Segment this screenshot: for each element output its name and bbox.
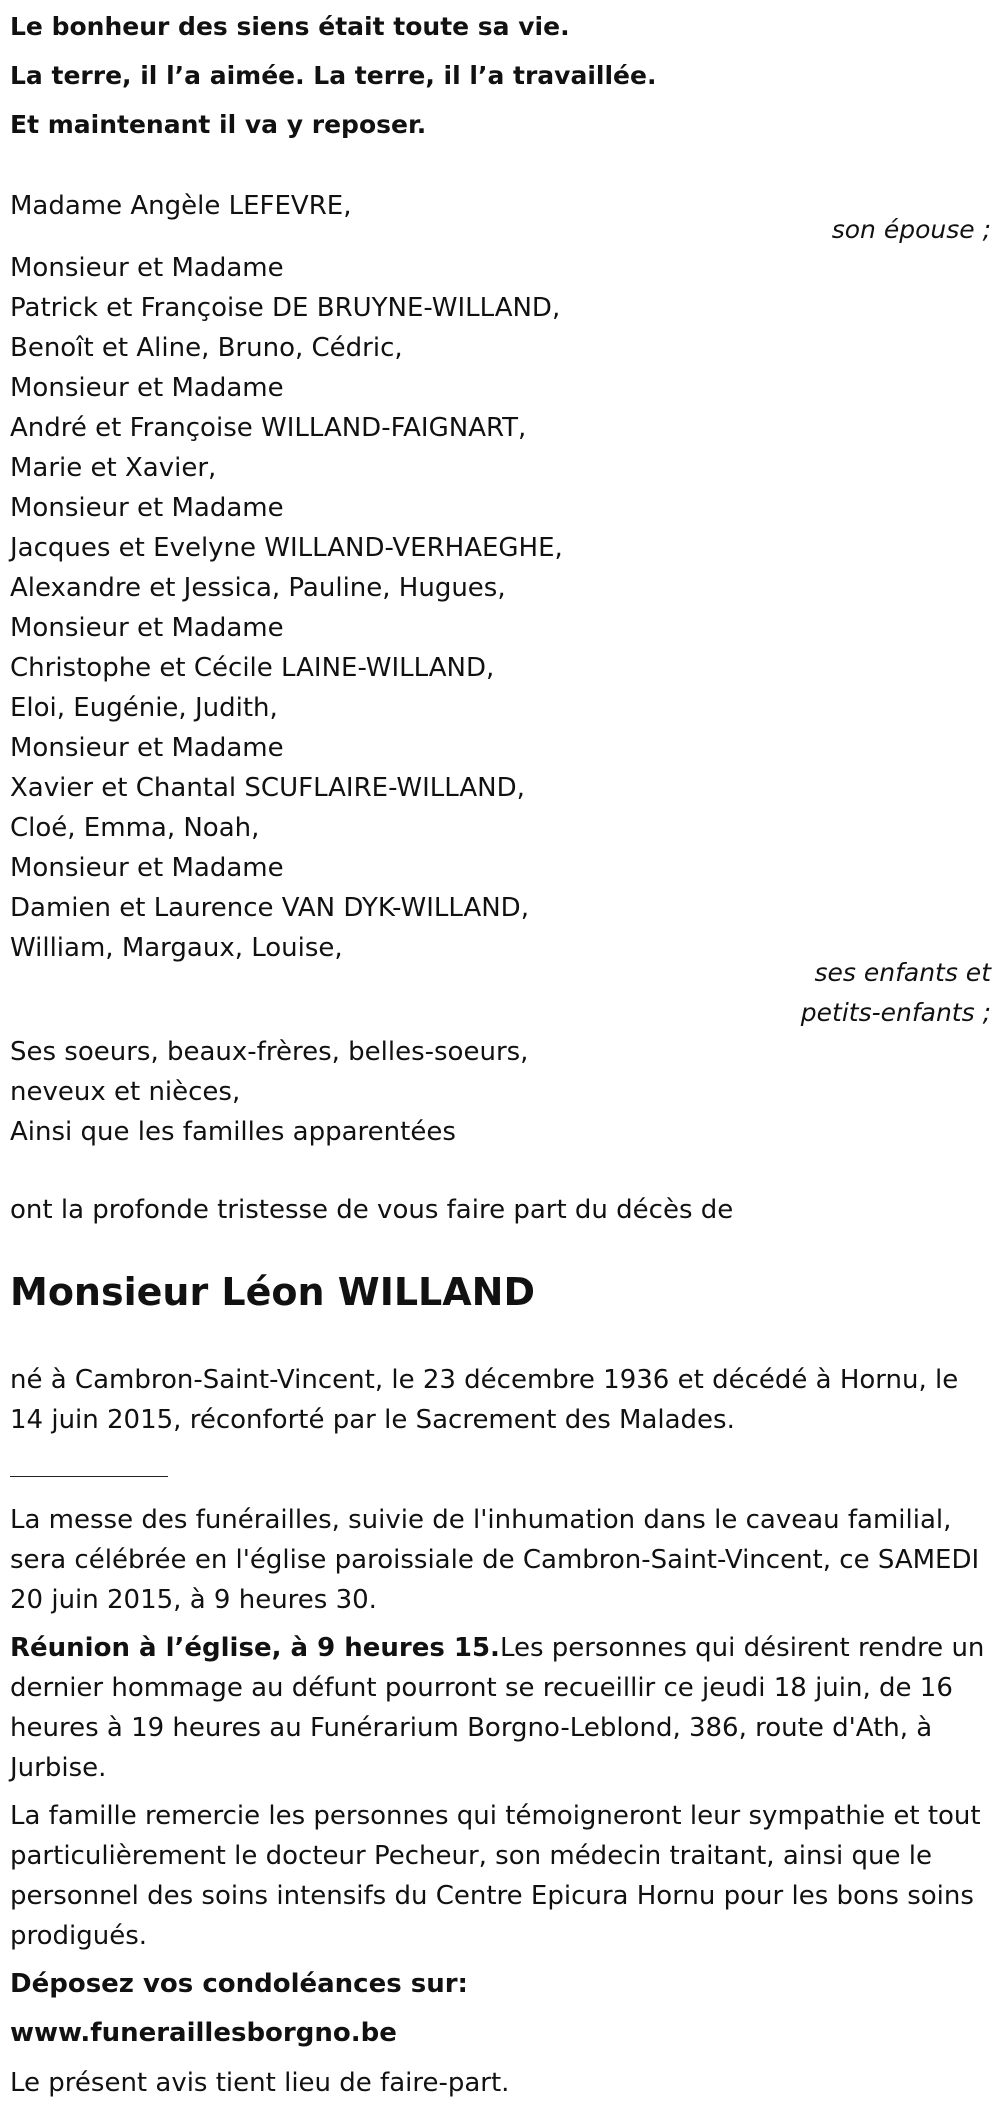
epigraph-line: Le bonheur des siens était toute sa vie. [10, 12, 570, 41]
family-line: Monsieur et Madame [10, 493, 284, 523]
epigraph-line: Et maintenant il va y reposer. [10, 110, 427, 139]
children-role [700, 953, 991, 1033]
family-line: William, Margaux, Louise, [10, 933, 343, 963]
family-line: Monsieur et Madame [10, 373, 284, 403]
family-line: Jacques et Evelyne WILLAND-VERHAEGHE, [10, 533, 563, 563]
family-line: Patrick et Françoise DE BRUYNE-WILLAND, [10, 293, 561, 323]
closing-text: Le présent avis tient lieu de faire-part. [10, 2068, 510, 2098]
birth-death-text: né à Cambron-Saint-Vincent, le 23 décembre 1936 et décédé à Hornu, le 14 juin 2015, réconforté par le Sacrement des Malades. [10, 1365, 959, 1435]
family-line: Marie et Xavier, [10, 453, 217, 483]
condolences-label: Déposez vos condoléances sur: [10, 1969, 468, 1999]
family-line: Monsieur et Madame [10, 853, 284, 883]
funeral-text: La messe des funérailles, suivie de l'inhumation dans le caveau familial, sera célébrée en l'église paroissiale de Cambron-Saint-Vincent, ce SAMEDI 20 juin 2015, à 9 heures 30. [10, 1505, 980, 1615]
relatives-list [10, 1032, 528, 1152]
children-list [10, 248, 563, 968]
family-line: André et Françoise WILLAND-FAIGNART, [10, 413, 527, 443]
family-line: Monsieur et Madame [10, 613, 284, 643]
spouse-role: son épouse ; [831, 215, 991, 244]
children-role-line: petits-enfants ; [800, 998, 991, 1027]
epigraph [10, 2, 656, 149]
family-line: Monsieur et Madame [10, 253, 284, 283]
epigraph-line: La terre, il l’a aimée. La terre, il l’a travaillée. [10, 61, 657, 90]
thanks-text: La famille remercie les personnes qui témoigneront leur sympathie et tout particulièrement le docteur Pecheur, son médecin traitant, ainsi que le personnel des soins intensifs du Centre Epicura Hornu pour les bons soins prodigués. [10, 1801, 981, 1951]
family-line: Cloé, Emma, Noah, [10, 813, 260, 843]
family-line: Xavier et Chantal SCUFLAIRE-WILLAND, [10, 773, 525, 803]
family-line: Christophe et Cécile LAINE-WILLAND, [10, 653, 495, 683]
deceased-name: Monsieur Léon WILLAND [10, 1270, 536, 1314]
meeting-rest: Les personnes qui désirent rendre un dernier hommage au défunt pourront se recueillir ce jeudi 18 juin, de 16 heures à 19 heures au Funérarium Borgno-Leblond, 386, route d'Ath, à Jurbise. [10, 1633, 985, 1783]
website-link[interactable]: www.funeraillesborgno.be [10, 2018, 397, 2048]
announcement-text: ont la profonde tristesse de vous faire part du décès de [10, 1195, 734, 1225]
relatives-line: Ses soeurs, beaux-frères, belles-soeurs, [10, 1037, 529, 1067]
family-line: Benoît et Aline, Bruno, Cédric, [10, 333, 403, 363]
family-line: Damien et Laurence VAN DYK-WILLAND, [10, 893, 529, 923]
relatives-line: Ainsi que les familles apparentées [10, 1117, 456, 1147]
family-line: Alexandre et Jessica, Pauline, Hugues, [10, 573, 506, 603]
children-role-line: ses enfants et [814, 958, 991, 987]
divider-rule [10, 1476, 168, 1477]
family-line: Eloi, Eugénie, Judith, [10, 693, 278, 723]
spouse-name: Madame Angèle LEFEVRE, [10, 191, 352, 221]
relatives-line: neveux et nièces, [10, 1077, 241, 1107]
family-line: Monsieur et Madame [10, 733, 284, 763]
meeting-bold: Réunion à l’église, à 9 heures 15. [10, 1633, 500, 1663]
meeting-text [10, 1628, 990, 1788]
